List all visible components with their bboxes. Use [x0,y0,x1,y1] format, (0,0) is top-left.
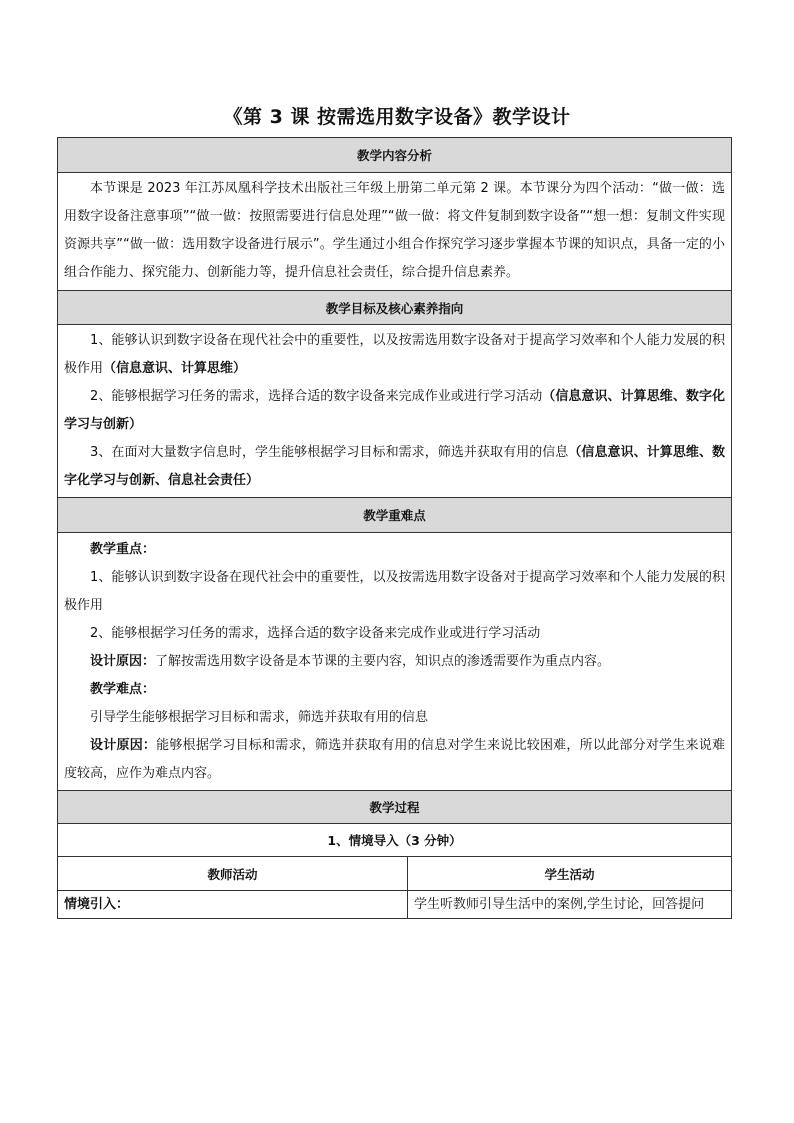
difficulty-reason: 设计原因：能够根据学习目标和需求，筛选并获取有用的信息对学生来说比较困难，所以此部分对学生来说难度较高，应作为难点内容。 [64,738,725,781]
teacher-activity-header: 教师活动 [58,857,408,891]
student-activity-header: 学生活动 [408,857,732,891]
key-points-row [58,533,732,791]
section-header-objectives [58,291,732,325]
step1-heading: 1、情境导入（3 分钟） [58,824,732,857]
activity-columns-row [58,857,732,891]
objective-item: 1、能够认识到数字设备在现代社会中的重要性，以及按需选用数字设备对于提高学习效率和个人能力发展的积极作用（信息意识、计算思维） [64,333,726,376]
objective-item: 3、在面对大量数字信息时，学生能够根据学习目标和需求，筛选并获取有用的信息（信息意识、计算思维、数字化学习与创新、信息社会责任） [64,445,725,488]
teacher-activity-cell: 情境引入： [58,891,408,919]
section-heading: 教学内容分析 [58,138,732,173]
student-activity-cell: 学生听教师引导生活中的案例,学生讨论，回答提问 [408,891,732,919]
focus-item: 2、能够根据学习任务的需求，选择合适的数字设备来完成作业或进行学习活动 [90,626,541,641]
objective-item: 2、能够根据学习任务的需求，选择合适的数字设备来完成作业或进行学习活动（信息意识、计算思维、数字化学习与创新） [64,389,726,432]
difficulty-text: 引导学生能够根据学习目标和需求，筛选并获取有用的信息 [90,710,429,725]
content-analysis-row [58,173,732,291]
section-heading: 教学过程 [58,791,732,824]
focus-item: 1、能够认识到数字设备在现代社会中的重要性，以及按需选用数字设备对于提高学习效率和个人能力发展的积极作用 [64,570,726,613]
section-header-content-analysis [58,138,732,173]
activity-row [58,891,732,919]
page-title: 《第 3 课 按需选用数字设备》教学设计 [223,106,571,128]
lesson-plan-table [57,137,732,919]
content-analysis-text: 本节课是 2023 年江苏凤凰科学技术出版社三年级上册第二单元第 2 课。本节课分为四个活动：“做一做：选用数字设备注意事项”“做一做：按照需要进行信息处理”“做一做：将文件复制到数字设备”“想一想：复制文件实现资源共享”“做一做：选用数字设备进行展示”。学生通过小组合作探究学习逐步掌握本节课的知识点，具备一定的小组合作能力、探究能力、创新能力等，提升信息社会责任，综合提升信息素养。 [64,181,726,280]
section-header-process [58,791,732,824]
section-header-key-points [58,498,732,533]
objectives-row [58,325,732,498]
focus-reason: 设计原因：了解按需选用数字设备是本节课的主要内容，知识点的渗透需要作为重点内容。 [90,654,611,669]
section-heading: 教学重难点 [58,498,732,533]
focus-label: 教学重点： [90,542,156,557]
difficulty-label: 教学难点： [90,682,156,697]
section-heading: 教学目标及核心素养指向 [58,291,732,325]
step1-header-row [58,824,732,857]
